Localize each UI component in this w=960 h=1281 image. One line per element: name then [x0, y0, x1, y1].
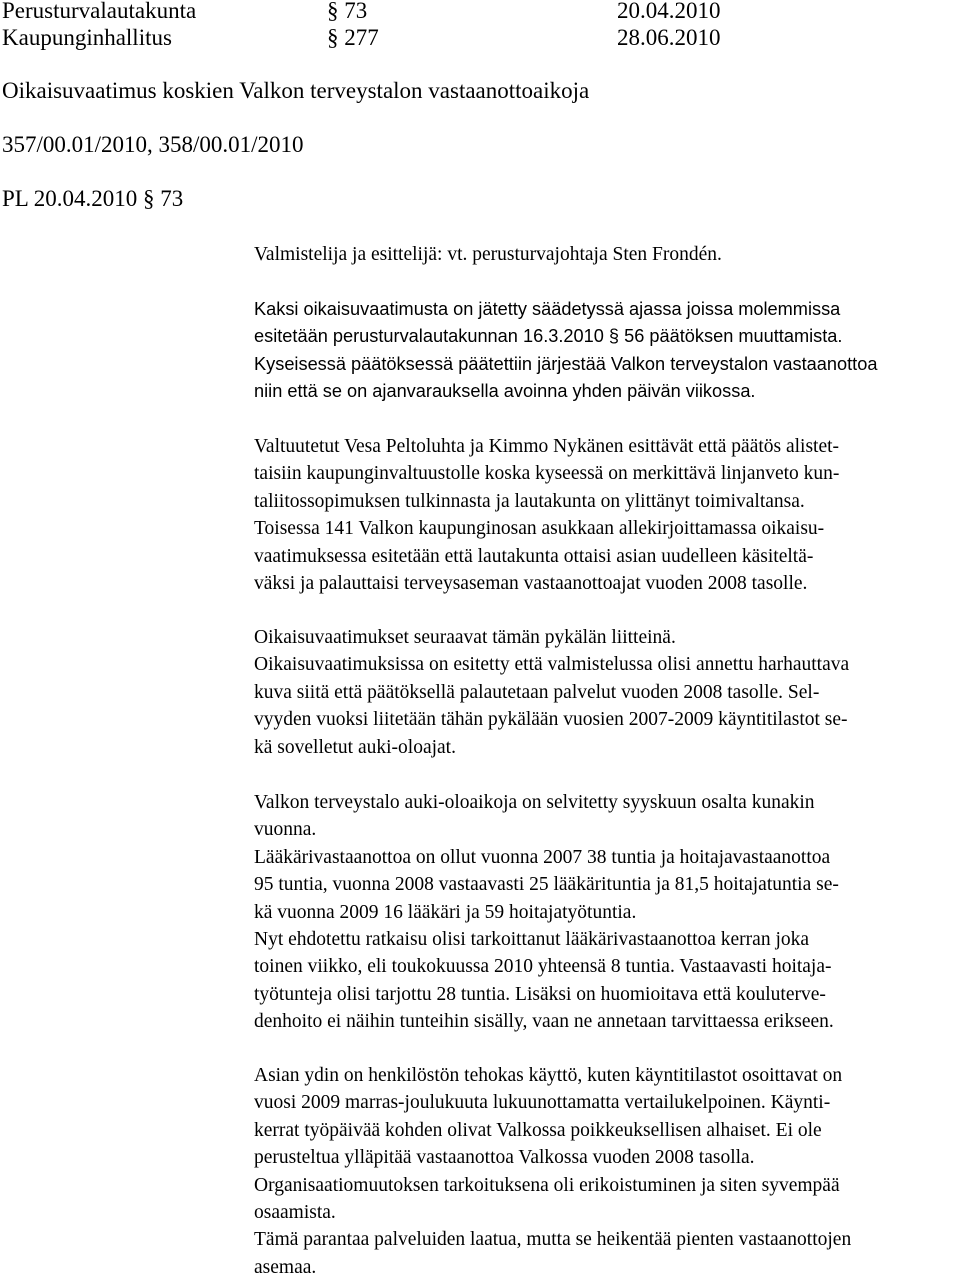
text-line: Organisaatiomuutoksen tarkoituksena oli erikoistuminen ja siten syvempää: [254, 1174, 840, 1196]
paragraph-4: [254, 1062, 957, 1281]
text-line: asemaa.: [254, 1256, 317, 1278]
text-line: Lääkärivastaanottoa on ollut vuonna 2007 38 tuntia ja hoitajavastaanottoa: [254, 846, 831, 868]
text-line: kuva siitä että päätöksellä palautetaan palvelut vuoden 2008 tasolle. Sel-: [254, 681, 820, 703]
text-line: kä vuonna 2009 16 lääkäri ja 59 hoitajatyötuntia.: [254, 901, 637, 923]
text-line: vuosi 2009 marras-joulukuuta lukuunottamatta vertailukelpoinen. Käynti-: [254, 1092, 831, 1114]
text-line: osaamista.: [254, 1202, 336, 1224]
paragraph-3: [254, 789, 957, 1036]
text-line: Oikaisuvaatimukset seuraavat tämän pykälän liitteinä.: [254, 627, 676, 648]
header-row: [0, 24, 960, 51]
text-line: taliitossopimuksen tulkinnasta ja lautakunta on ylittänyt toimivaltansa.: [254, 490, 805, 512]
text-line: niin että se on ajanvarauksella avoinna yhden päivän viikossa.: [254, 381, 756, 402]
text-line: vuonna.: [254, 819, 317, 841]
text-line: Nyt ehdotettu ratkaisu olisi tarkoittanut lääkärivastaanottoa kerran joka: [254, 929, 810, 951]
text-line: Kaksi oikaisuvaatimusta on jätetty säädetyssä ajassa joissa molemmissa: [254, 299, 841, 319]
text-line: työtunteja olisi tarjottu 28 tuntia. Lisäksi on huomioitava että kouluterve-: [254, 983, 826, 1005]
text-line: denhoito ei näihin tunteihin sisälly, vaan ne annetaan tarvittaessa erikseen.: [254, 1011, 834, 1033]
text-line: Valtuutetut Vesa Peltoluhta ja Kimmo Nykänen esittävät että päätös alistet-: [254, 436, 840, 457]
text-line: Valkon terveystalo auki-oloaikoja on selvitetty syyskuun osalta kunakin: [254, 792, 815, 813]
text-line: 95 tuntia, vuonna 2008 vastaavasti 25 lääkärituntia ja 81,5 hoitajatuntia se-: [254, 874, 839, 896]
text-line: vyyden vuoksi liitetään tähän pykälään vuosien 2007-2009 käyntitilastot se-: [254, 709, 848, 731]
meeting-date: 28.06.2010: [617, 25, 721, 50]
text-line: Asian ydin on henkilöstön tehokas käyttö, kuten käyntitilastot osoittavat on: [254, 1065, 843, 1086]
meeting-reference: PL 20.04.2010 § 73: [2, 186, 184, 211]
preparer-line: [254, 241, 957, 268]
text-line: Tämä parantaa palveluiden laatua, mutta se heikentää pienten vastaanottojen: [254, 1229, 852, 1251]
text-line: toinen viikko, eli toukokuussa 2010 yhteensä 8 tuntia. Vastaavasti hoitaja-: [254, 956, 832, 978]
meeting-date: 20.04.2010: [617, 0, 721, 23]
header-row: [0, 0, 960, 24]
reference-numbers: 357/00.01/2010, 358/00.01/2010: [2, 132, 304, 157]
document-title: Oikaisuvaatimus koskien Valkon terveystalon vastaanottoaikoja: [2, 78, 590, 103]
text-line: Kyseisessä päätöksessä päätettiin järjestää Valkon terveystalon vastaanottoa: [254, 353, 878, 374]
text-line: kä sovelletut auki-oloajat.: [254, 736, 456, 758]
text-line: väksi ja palauttaisi terveysaseman vastaanottoajat vuoden 2008 tasolle.: [254, 573, 808, 595]
text-line: taisiin kaupunginvaltuustolle koska kyseessä on merkittävä linjanveto kun-: [254, 463, 840, 485]
text-line: Oikaisuvaatimuksissa on esitetty että valmistelussa olisi annettu harhauttava: [254, 654, 850, 676]
text-line: vaatimuksessa esitetään että lautakunta ottaisi asian uudelleen käsiteltä-: [254, 545, 814, 567]
committee-name: Kaupunginhallitus: [2, 25, 172, 50]
text-line: kerrat työpäivää kohden olivat Valkossa poikkeuksellisen alhaiset. Ei ole: [254, 1119, 822, 1141]
section-number: § 277: [327, 25, 379, 50]
text-line: perusteltua ylläpitää vastaanottoa Valkossa vuoden 2008 tasolla.: [254, 1147, 755, 1169]
text-line: esitetään perusturvalautakunnan 16.3.2010 § 56 päätöksen muuttamista.: [254, 326, 843, 347]
committee-name: Perusturvalautakunta: [2, 0, 197, 23]
document-header: [0, 0, 960, 51]
text-line: Valmistelija ja esittelijä: vt. perusturvajohtaja Sten Frondén.: [254, 244, 722, 265]
intro-paragraph: [254, 296, 957, 406]
text-line: Toisessa 141 Valkon kaupunginosan asukkaan allekirjoittamassa oikaisu-: [254, 518, 825, 540]
paragraph-1: [254, 433, 957, 597]
paragraph-2: [254, 624, 957, 761]
section-number: § 73: [327, 0, 368, 23]
